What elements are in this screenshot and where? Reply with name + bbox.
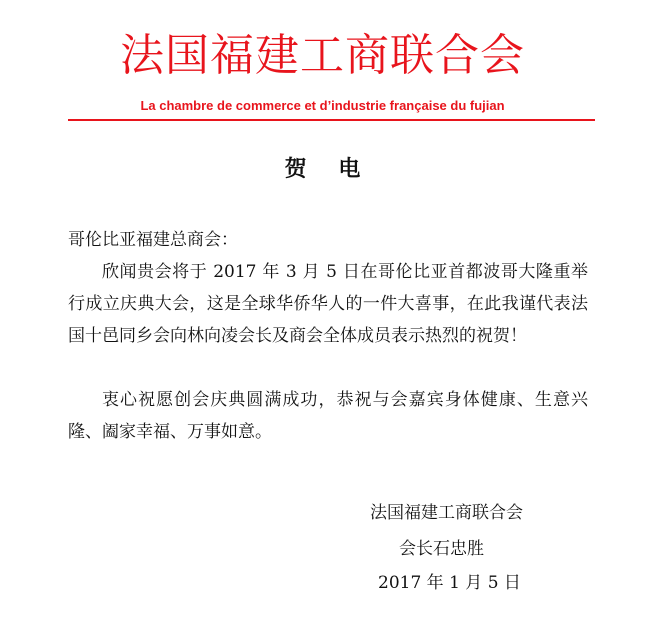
letterhead-subtitle: La chambre de commerce et d’industrie française du fujian [140, 98, 505, 113]
header-divider [68, 119, 595, 121]
salutation: 哥伦比亚福建总商会： [68, 230, 238, 250]
signature-organization: 法国福建工商联合会 [370, 503, 523, 523]
letterhead-title: 法国福建工商联合会 [120, 30, 525, 81]
signature-president: 会长石忠胜 [399, 539, 484, 559]
body-paragraph-2: 衷心祝愿创会庆典圆满成功，恭祝与会嘉宾身体健康、生意兴隆、阖家幸福、万事如意。 [68, 390, 588, 442]
signature-date: 2017 年 1 月 5 日 [378, 573, 521, 593]
body-paragraph-1: 欣闻贵会将于 2017 年 3 月 5 日在哥伦比亚首都波哥大隆重举行成立庆典大会，这是全球华侨华人的一件大喜事，在此我谨代表法国十邑同乡会向林向凌会长及商会全体成员表示热烈的祝贺！ [68, 262, 588, 346]
document-heading: 贺 电 [284, 157, 361, 182]
